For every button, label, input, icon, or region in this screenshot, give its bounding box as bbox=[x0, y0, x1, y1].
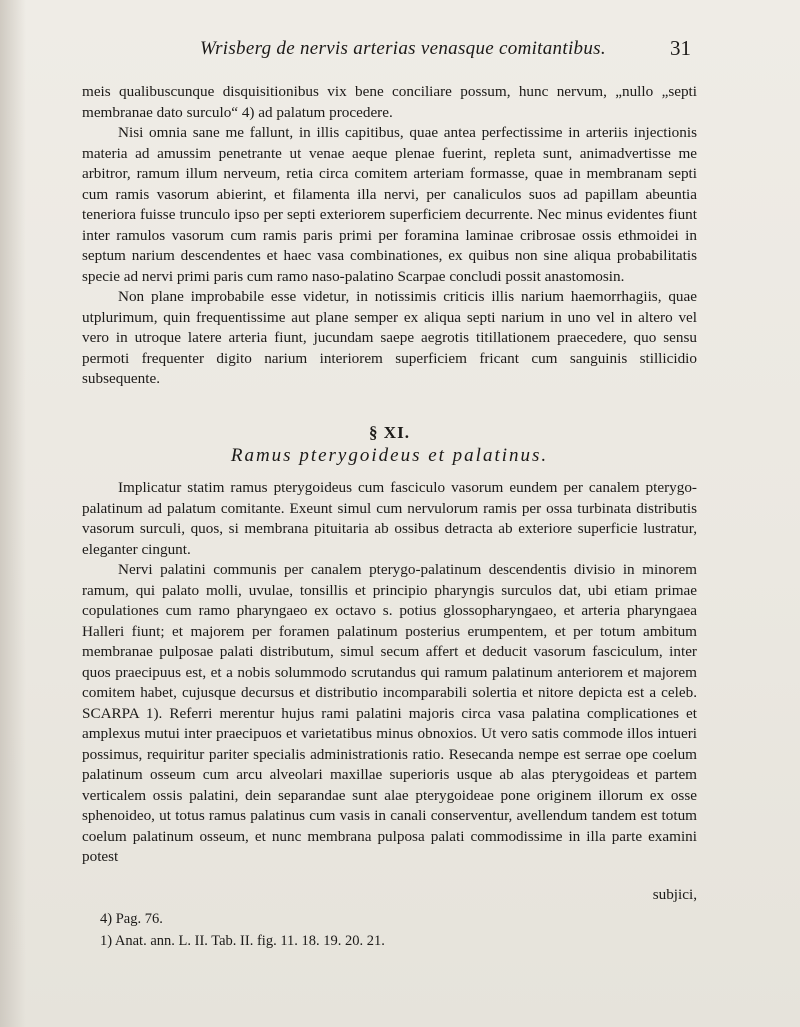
section-number: § XI. bbox=[369, 423, 410, 442]
paragraph-1: meis qualibuscunque disquisitionibus vix bene conciliare possum, hunc nervum, „nullo „septi membranae dato surculo“ 4) ad palatum procedere. bbox=[82, 83, 697, 121]
footnotes bbox=[100, 908, 700, 952]
section-title: Ramus pterygoideus et palatinus. bbox=[230, 445, 549, 466]
paragraph-5: Nervi palatini communis per canalem pterygo-palatinum descendentis divisio in minorem ramum, qui palato molli, uvulae, tonsillis et principio pharyngis surculos dat, ubi etiam primae copulationes cum ramo pharyngaeo ex octavo s. potius glossopharyngaeo, et arteria pharyngaea Halleri fiunt; et majorem per foramen palatinum posterius erumpentem, et per totum ambitum membranae pulposae palati distributum, simul secum affert et deducit vasorum fasciculum, inter quos praecipuus est, et a nobis solummodo scrutandus qui ramum palatinum anteriorem et majorem comitem habet, cujusque decursus et distributio incomparabili solertia et nitore depicta est a celeb. SCARPA 1). Referri merentur hujus rami palatini majoris circa vasa palatina complicationes et amplexus mutui inter praecipuos et varietatibus minus obnoxios. Ut vero satis commode illos intueri possimus, requiritur pariter specialis administrationis ratio. Resecanda nempe est serrae ope coelum palatinum osseum cum arcu alveolari maxillae superioris usque ab alas pterygoideas et partem verticalem ossis palatini, dein separandae sunt alae pterygoideae pone originem illorum ex osse sphenoideo, ut totus ramus palatinus cum vasis in canali conserventur, avellendum tandem est totum coelum palatinum osseum, et nunc membrana pulposa palati commodissime in illa parte examini potest bbox=[82, 561, 697, 865]
text-body-upper bbox=[82, 82, 697, 390]
footnote-1: 1) Anat. ann. L. II. Tab. II. fig. 11. 18. 19. 20. 21. bbox=[100, 933, 385, 949]
page-gutter-shadow bbox=[0, 0, 26, 1027]
paragraph-2: Nisi omnia sane me fallunt, in illis capitibus, quae antea perfectissime in arteriis injectionis materia ad amussim penetrante ut venae aeque plenae fuerint, repleta sunt, animadvertisse me arbitror, ramum illum nerveum, retia circa comitem arteriam formasse, quae in membranam septi cum ramis vasorum abierint, et filamenta illa nervi, per canaliculos suos ad papillam abeuntia teneriora fuisse trunculo ipso per septi exteriorem superficiem decurrente. Nec minus evidentes fiunt inter ramulos vasorum cum ramis paris primi per foramina laminae cribrosae ossis ethmoidei in septum narium descendentes et haec vasa combinationes, ex quibus non sine aliqua probabilitatis specie ad nervi primi paris cum ramo naso-palatino Scarpae concludi possit anastomosin. bbox=[82, 124, 697, 285]
paragraph-3: Non plane improbabile esse videtur, in notissimis criticis illis narium haemorrhagiis, quae utplurimum, quin frequentissime aut plane semper ex aliqua septi narium in uno vel in altero vel vero in utroque latere arteria fiunt, jucundam saepe aegrotis titillationem praecedere, quo sensu permoti frequenter digito narium interiorem superficiem fricant cum sanguinis stillicidio subsequente. bbox=[82, 288, 697, 387]
text-body-lower bbox=[82, 478, 697, 868]
running-header: Wrisberg de nervis arterias venasque comitantibus. bbox=[200, 38, 606, 59]
page-number: 31 bbox=[670, 36, 691, 60]
paragraph-4: Implicatur statim ramus pterygoideus cum fasciculo vasorum eundem per canalem pterygo-palatinum ad palatum comitante. Exeunt simul cum nervulorum ramis per ossa turbinata distributis vasorum surculi, quos, si membrana pituitaria ab ossibus detracta ab exteriore superficie lustratur, eleganter cingunt. bbox=[82, 479, 697, 558]
footnote-4: 4) Pag. 76. bbox=[100, 911, 163, 927]
catchword: subjici, bbox=[652, 886, 697, 903]
